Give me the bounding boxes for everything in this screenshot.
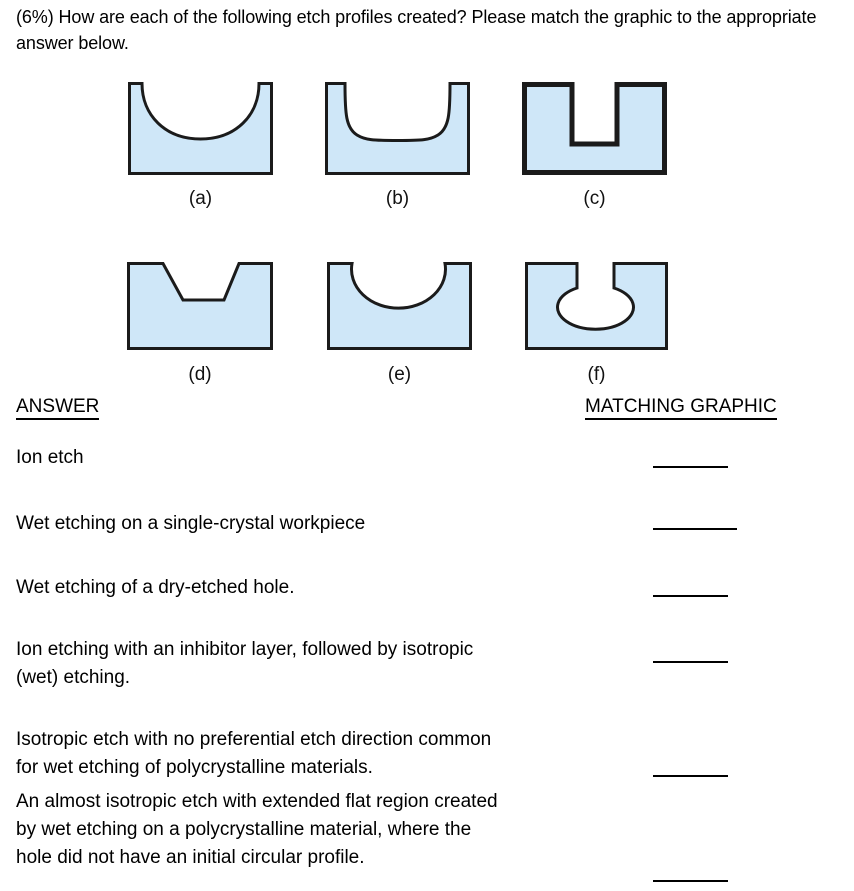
- answer-item-line: Ion etching with an inhibitor layer, followed by isotropic: [16, 639, 474, 660]
- answer-item-line: An almost isotropic etch with extended flat region created: [16, 791, 498, 812]
- etch-profile-figure-a: [128, 82, 273, 175]
- etch-profile-e-graphic: [327, 262, 472, 350]
- matching-graphic-column-header: MATCHING GRAPHIC: [585, 396, 777, 420]
- answer-item-almost-isotropic: [16, 788, 636, 872]
- answer-item-line: Isotropic etch with no preferential etch direction common: [16, 729, 492, 750]
- answer-blank-wet-single-crystal[interactable]: [653, 528, 737, 530]
- answer-item-ion-etch: [16, 444, 636, 472]
- etch-profile-figure-c: [522, 82, 667, 175]
- etch-profile-d-graphic: [127, 262, 273, 350]
- figure-label-d: (d): [188, 364, 212, 385]
- etch-profile-figure-f: [525, 262, 668, 350]
- answer-item-line: Wet etching on a single-crystal workpiece: [16, 513, 366, 534]
- etch-profile-f-graphic: [525, 262, 668, 350]
- answer-item-line: Ion etch: [16, 447, 84, 468]
- answer-column-header: ANSWER: [16, 396, 99, 420]
- question-text: (6%) How are each of the following etch profiles created? Please match the graphic to the appropriate answer below.: [16, 7, 817, 53]
- answer-item-line: Wet etching of a dry-etched hole.: [16, 577, 295, 598]
- answer-blank-ion-etch[interactable]: [653, 466, 728, 468]
- etch-profile-figure-b: [325, 82, 470, 175]
- answer-item-line: by wet etching on a polycrystalline material, where the: [16, 819, 472, 840]
- answer-item-line: for wet etching of polycrystalline materials.: [16, 757, 373, 778]
- answer-item-line: hole did not have an initial circular profile.: [16, 847, 365, 868]
- answer-blank-ion-inhibitor[interactable]: [653, 661, 728, 663]
- etch-profile-b-graphic: [325, 82, 470, 175]
- etch-profile-c-graphic: [522, 82, 667, 175]
- answer-item-line: (wet) etching.: [16, 667, 131, 688]
- answer-blank-almost-isotropic[interactable]: [653, 880, 728, 882]
- figure-label-c: (c): [583, 188, 606, 209]
- answer-blank-isotropic-polycrystalline[interactable]: [653, 775, 728, 777]
- etch-profile-figure-d: [127, 262, 273, 350]
- answer-item-wet-single-crystal: [16, 510, 636, 538]
- answer-item-isotropic-polycrystalline: [16, 726, 636, 782]
- etch-profile-a-graphic: [128, 82, 273, 175]
- figure-label-f: (f): [587, 364, 606, 385]
- answer-item-ion-inhibitor: [16, 636, 636, 692]
- figure-label-e: (e): [387, 364, 412, 385]
- figure-label-a: (a): [188, 188, 213, 209]
- etch-profile-figure-e: [327, 262, 472, 350]
- answer-blank-wet-dry-etched-hole[interactable]: [653, 595, 728, 597]
- answer-item-wet-dry-etched-hole: [16, 574, 636, 602]
- figure-label-b: (b): [385, 188, 410, 209]
